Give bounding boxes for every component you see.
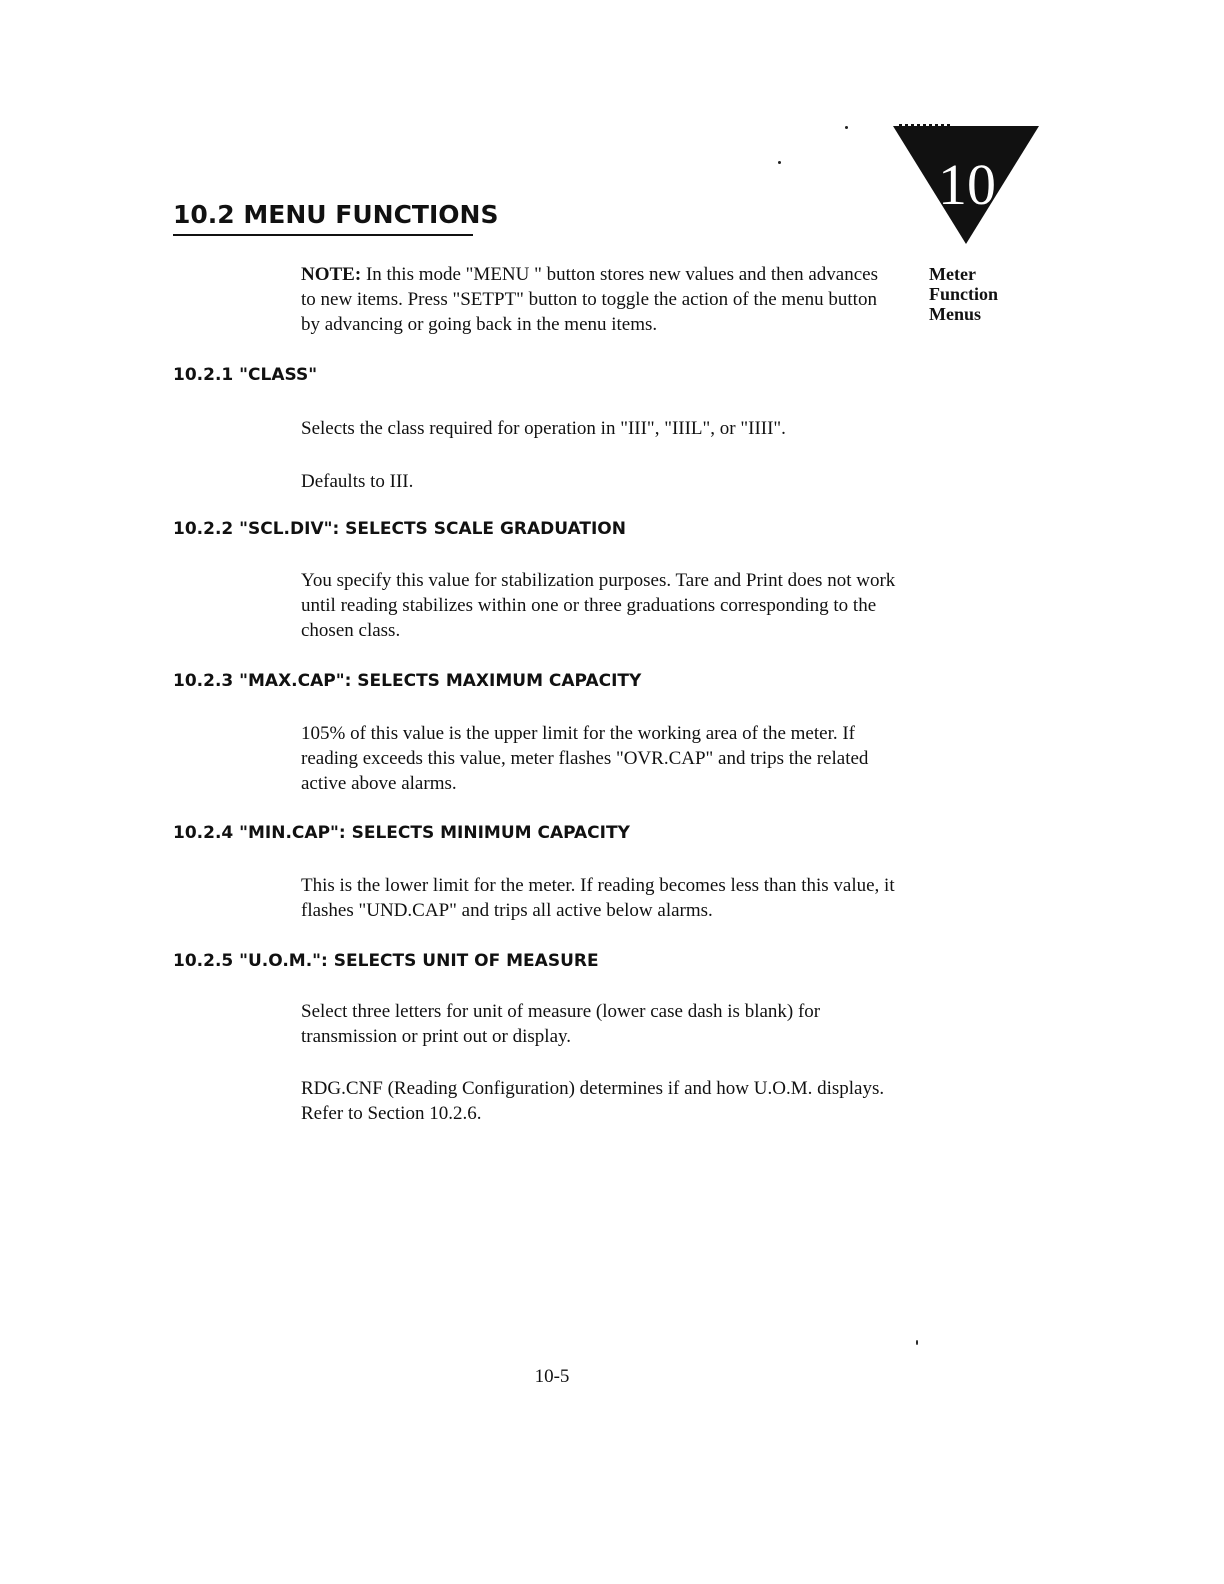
chapter-tab-triangle-icon	[893, 124, 1039, 246]
page-title: 10.2 MENU FUNCTIONS	[173, 198, 473, 236]
note-label: NOTE:	[301, 264, 362, 285]
section-heading-uom: 10.2.5 "U.O.M.": SELECTS UNIT OF MEASURE	[173, 951, 599, 971]
section-min-cap-paragraph: This is the lower limit for the meter. If reading becomes less than this value, it flashes "UND.CAP" and trips all active below alarms.	[301, 875, 895, 921]
scan-speck	[845, 126, 848, 129]
chapter-side-label	[929, 264, 998, 324]
side-label-line-1: Meter	[929, 264, 976, 284]
section-class-paragraph-1: Selects the class required for operation in "III", "IIIL", or "IIII".	[301, 418, 786, 439]
section-heading-scl-div: 10.2.2 "SCL.DIV": SELECTS SCALE GRADUATION	[173, 519, 626, 539]
side-label-line-2: Function	[929, 284, 999, 304]
section-uom-paragraph-1: Select three letters for unit of measure (lower case dash is blank) for transmission or print out or display.	[301, 1001, 821, 1047]
scan-speck	[916, 1340, 918, 1345]
section-uom-paragraph-2: RDG.CNF (Reading Configuration) determines if and how U.O.M. displays. Refer to Section 10.2.6.	[301, 1078, 885, 1124]
section-class-paragraph-2: Defaults to III.	[301, 471, 414, 492]
note-text: In this mode "MENU " button stores new values and then advances to new items. Press "SETPT" button to toggle the action of the menu button by advancing or going back in the menu items.	[301, 264, 878, 335]
side-label-line-3: Menus	[929, 304, 982, 324]
section-max-cap-paragraph: 105% of this value is the upper limit for the working area of the meter. If reading exceeds this value, meter flashes "OVR.CAP" and trips the related active above alarms.	[301, 723, 869, 794]
section-scl-div-paragraph: You specify this value for stabilization purposes. Tare and Print does not work until reading stabilizes within one or three graduations corresponding to the chosen class.	[301, 570, 896, 641]
chapter-number: 10	[938, 152, 996, 217]
scan-speck	[778, 161, 781, 164]
note-paragraph	[301, 262, 891, 337]
section-heading-class: 10.2.1 "CLASS"	[173, 365, 318, 385]
page-number: 10-5	[534, 1366, 570, 1387]
section-heading-min-cap: 10.2.4 "MIN.CAP": SELECTS MINIMUM CAPACITY	[173, 823, 630, 843]
section-heading-max-cap: 10.2.3 "MAX.CAP": SELECTS MAXIMUM CAPACITY	[173, 671, 642, 691]
